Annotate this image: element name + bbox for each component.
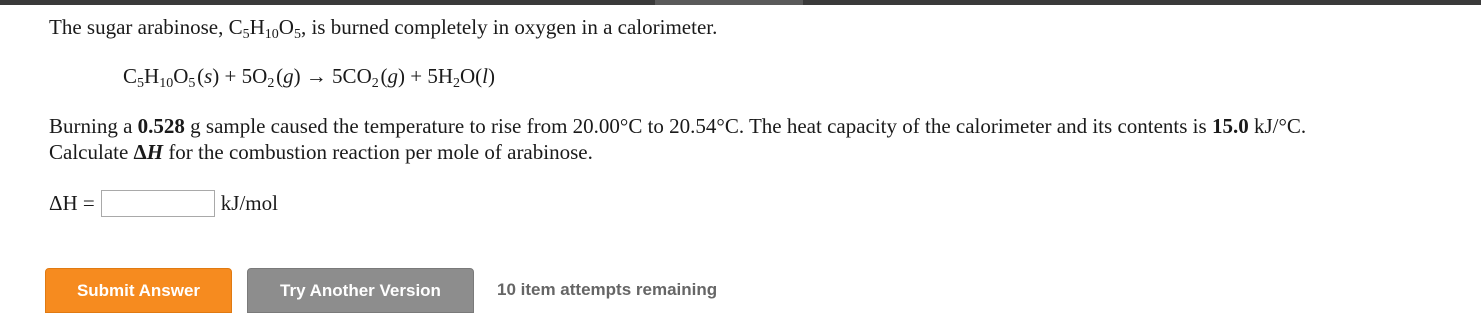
answer-unit: kJ/mol [220, 190, 278, 215]
burning-sentence [49, 114, 1306, 139]
calculate-sentence [49, 140, 593, 165]
references-tab-remnant[interactable] [655, 0, 803, 5]
burning-mid: g sample caused the temperature to rise from 20.00°C to 20.54°C. The heat capacity of the calorimeter and its contents is [184, 114, 1212, 138]
sample-mass: 0.528 [137, 114, 185, 138]
top-bar [0, 0, 1481, 5]
delta-h-symbol: ΔH [133, 140, 164, 164]
burning-suffix: kJ/°C. [1248, 114, 1307, 138]
delta-h-input[interactable] [101, 190, 215, 217]
answer-row [49, 187, 278, 219]
intro-suffix: , is burned completely in oxygen in a calorimeter. [300, 15, 718, 39]
question-intro [49, 15, 717, 40]
calc-suffix: for the combustion reaction per mole of arabinose. [163, 140, 593, 164]
intro-prefix: The sugar arabinose, [49, 15, 229, 39]
answer-label: ΔH = [49, 190, 95, 215]
arabinose-formula: $C_5H_{10}O_5$ [228, 15, 301, 42]
try-another-version-button[interactable]: Try Another Version [247, 268, 474, 313]
combustion-equation: $C_5H_{10}O_5$ $(s) + 5O_2$ $(g) \to 5CO_2$ $(g) + 5H_2O(l)$ [123, 64, 496, 91]
calc-prefix: Calculate [49, 140, 134, 164]
burning-prefix: Burning a [49, 114, 138, 138]
submit-answer-button[interactable]: Submit Answer [45, 268, 232, 313]
attempts-remaining: 10 item attempts remaining [497, 280, 718, 299]
heat-capacity: 15.0 [1211, 114, 1249, 138]
